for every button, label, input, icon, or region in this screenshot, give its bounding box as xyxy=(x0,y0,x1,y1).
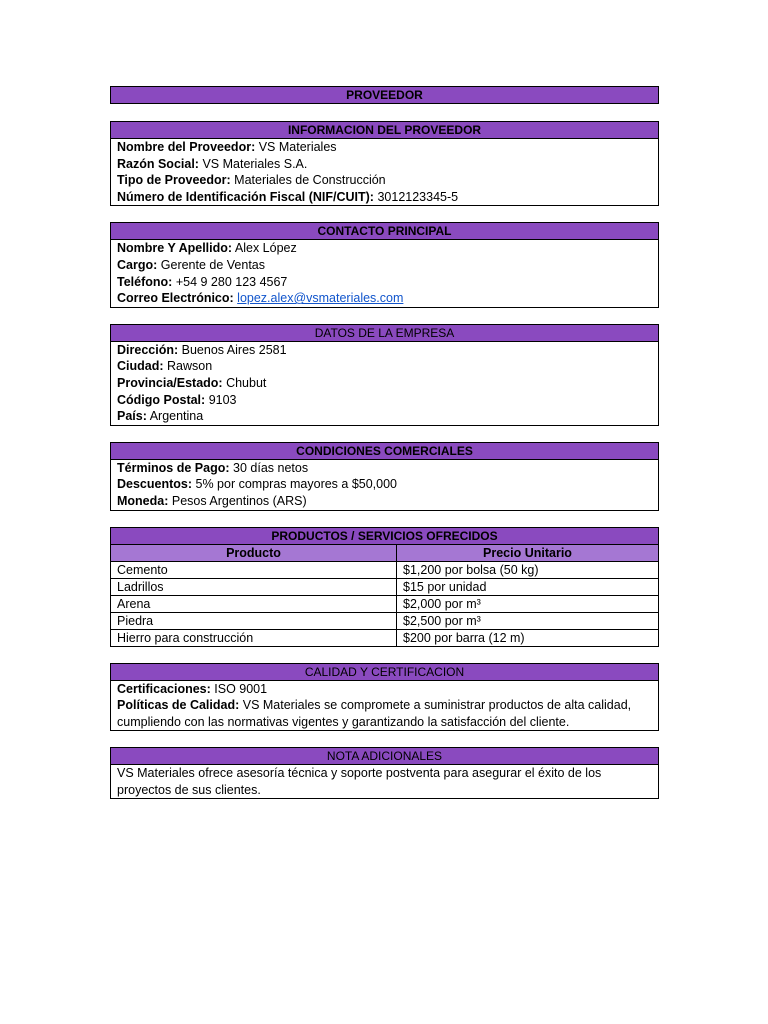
table-row xyxy=(111,561,658,578)
field-label: Tipo de Proveedor: xyxy=(117,173,231,188)
field-label: Moneda: xyxy=(117,493,169,508)
field-label: Provincia/Estado: xyxy=(117,375,223,390)
commercial-terms-section xyxy=(110,442,659,511)
field-value: 5% por compras mayores a $50,000 xyxy=(195,477,398,492)
main-contact-section xyxy=(110,222,659,307)
field-label: Cargo: xyxy=(117,257,158,272)
field-label: Teléfono: xyxy=(117,274,173,289)
title-section xyxy=(110,86,659,104)
field-label: Nombre del Proveedor: xyxy=(117,140,256,154)
field-label: Razón Social: xyxy=(117,156,199,171)
field-label: Políticas de Calidad: xyxy=(117,698,240,713)
supplier-type-row xyxy=(117,172,652,189)
field-value: Buenos Aires 2581 xyxy=(181,342,287,357)
tax-id-row xyxy=(117,189,652,206)
email-link[interactable]: lopez.alex@vsmateriales.com xyxy=(237,291,404,306)
field-value: Pesos Argentinos (ARS) xyxy=(171,493,307,508)
supplier-sheet xyxy=(110,86,659,815)
products-header: PRODUCTOS / SERVICIOS OFRECIDOS xyxy=(111,528,658,544)
field-value: VS Materiales S.A. xyxy=(202,156,308,171)
products-section xyxy=(110,527,659,647)
field-label: Términos de Pago: xyxy=(117,460,230,475)
table-row xyxy=(111,612,658,629)
field-label: Certificaciones: xyxy=(117,681,211,696)
field-label: Correo Electrónico: xyxy=(117,291,234,306)
address-row xyxy=(117,342,652,359)
table-row xyxy=(111,578,658,595)
supplier-name-row xyxy=(117,139,652,156)
products-table xyxy=(111,544,658,646)
page-title: PROVEEDOR xyxy=(111,87,658,103)
field-value: Gerente de Ventas xyxy=(160,257,266,272)
contact-phone-row xyxy=(117,274,652,291)
legal-name-row xyxy=(117,156,652,173)
field-label: Número de Identificación Fiscal (NIF/CUIT): xyxy=(117,189,374,204)
main-contact-header: CONTACTO PRINCIPAL xyxy=(111,223,658,240)
company-data-header: DATOS DE LA EMPRESA xyxy=(111,325,658,342)
field-value: ISO 9001 xyxy=(214,681,268,696)
price-cell: $2,500 por m³ xyxy=(397,612,659,629)
field-label: Nombre Y Apellido: xyxy=(117,241,233,256)
table-row xyxy=(111,629,658,646)
quality-section xyxy=(110,663,659,732)
notes-header: NOTA ADICIONALES xyxy=(111,748,658,765)
field-value: Chubut xyxy=(226,375,267,390)
company-data-section xyxy=(110,324,659,426)
field-label: Ciudad: xyxy=(117,359,164,374)
price-cell: $1,200 por bolsa (50 kg) xyxy=(397,561,659,578)
table-row xyxy=(111,595,658,612)
product-cell: Ladrillos xyxy=(111,578,397,595)
field-label: País: xyxy=(117,409,147,424)
notes-section xyxy=(110,747,659,799)
field-value: Rawson xyxy=(167,359,213,374)
field-value: VS Materiales xyxy=(258,140,337,154)
table-header-row xyxy=(111,544,658,561)
discounts-row xyxy=(117,476,652,493)
field-value: Materiales de Construcción xyxy=(234,173,386,188)
field-label: Dirección: xyxy=(117,342,179,357)
city-row xyxy=(117,358,652,375)
column-header-product: Producto xyxy=(111,544,397,561)
field-value: 9103 xyxy=(208,392,237,407)
product-cell: Hierro para construcción xyxy=(111,629,397,646)
supplier-info-header: INFORMACION DEL PROVEEDOR xyxy=(111,122,658,139)
province-row xyxy=(117,375,652,392)
contact-email-row xyxy=(117,290,652,307)
field-value: +54 9 280 123 4567 xyxy=(175,274,288,289)
field-value: Alex López xyxy=(234,241,297,256)
contact-name-row xyxy=(117,240,652,257)
field-value: VS Materiales se compromete a suministrar productos de alta calidad, cumpliendo con las normativas vigentes y garantizando la satisfacción del cliente. xyxy=(117,698,632,729)
price-cell: $15 por unidad xyxy=(397,578,659,595)
country-row xyxy=(117,408,652,425)
currency-row xyxy=(117,493,652,510)
column-header-price: Precio Unitario xyxy=(397,544,659,561)
field-label: Código Postal: xyxy=(117,392,206,407)
field-value: 30 días netos xyxy=(233,460,309,475)
price-cell: $200 por barra (12 m) xyxy=(397,629,659,646)
postal-code-row xyxy=(117,392,652,409)
commercial-terms-header: CONDICIONES COMERCIALES xyxy=(111,443,658,460)
payment-terms-row xyxy=(117,460,652,477)
field-label: Descuentos: xyxy=(117,477,193,492)
product-cell: Piedra xyxy=(111,612,397,629)
price-cell: $2,000 por m³ xyxy=(397,595,659,612)
quality-header: CALIDAD Y CERTIFICACION xyxy=(111,664,658,681)
quality-policy-row xyxy=(117,697,652,730)
certifications-row xyxy=(117,681,652,698)
field-value: Argentina xyxy=(149,409,204,424)
contact-position-row xyxy=(117,257,652,274)
product-cell: Arena xyxy=(111,595,397,612)
product-cell: Cemento xyxy=(111,561,397,578)
field-value: 3012123345-5 xyxy=(377,189,459,204)
supplier-info-section xyxy=(110,121,659,206)
notes-text: VS Materiales ofrece asesoría técnica y soporte postventa para asegurar el éxito de los proyectos de sus clientes. xyxy=(117,766,602,797)
